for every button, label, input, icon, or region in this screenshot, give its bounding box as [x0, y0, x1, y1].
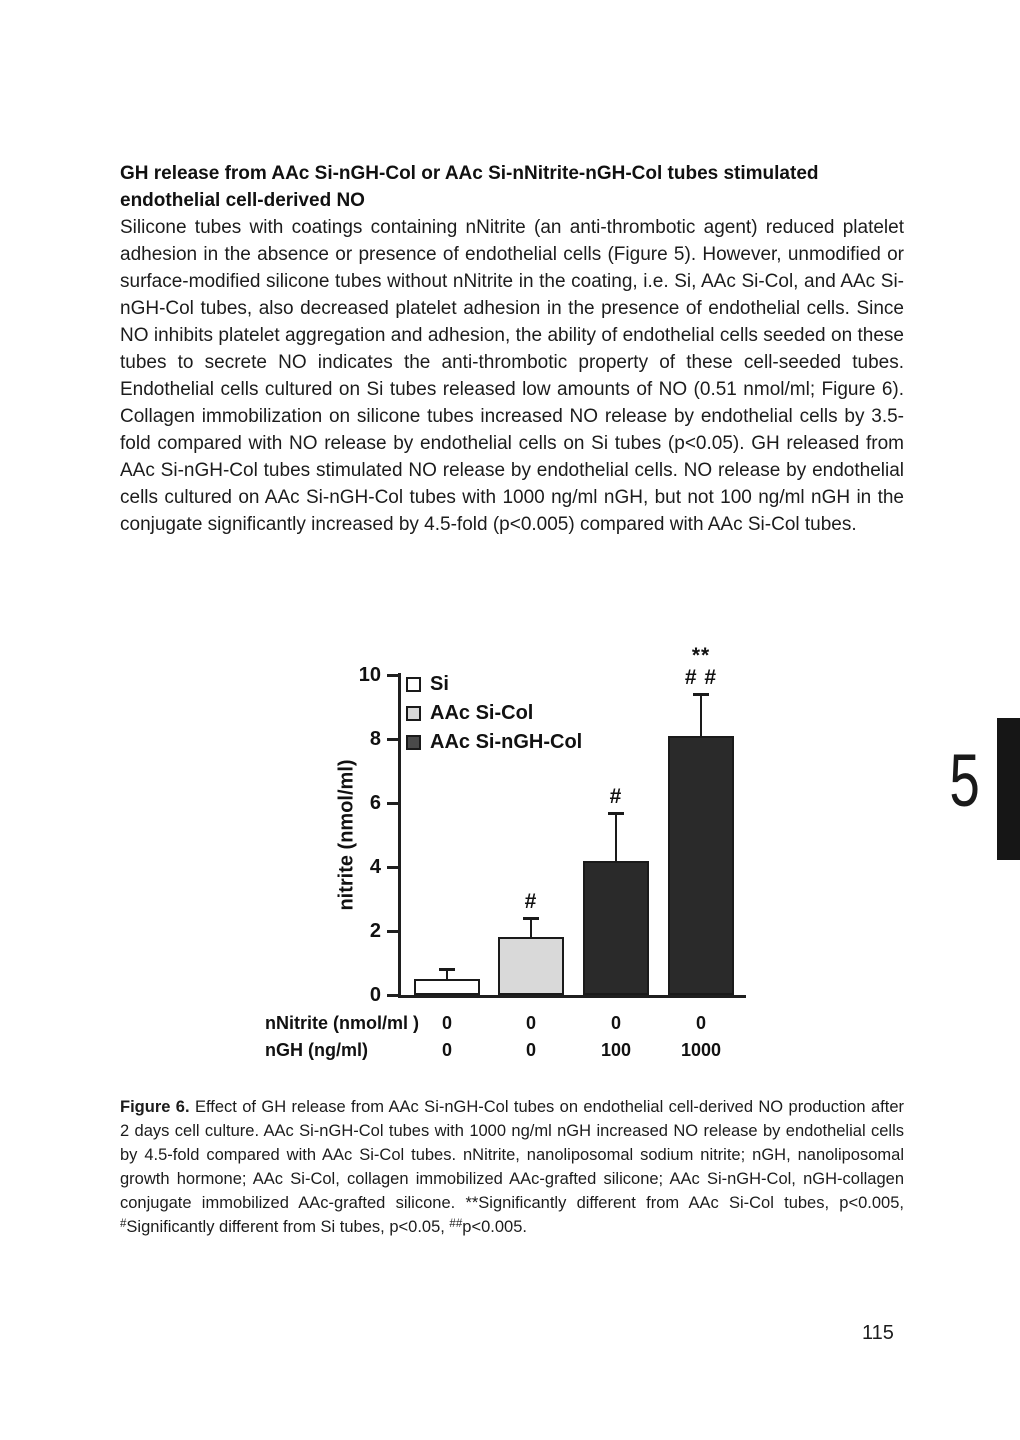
error-bar	[530, 918, 532, 937]
caption-text: Significantly different from Si tubes, p<0.05,	[126, 1218, 450, 1236]
y-tick-label: 6	[369, 792, 381, 814]
significance-marker: #	[524, 890, 538, 914]
figure6-caption	[120, 1095, 904, 1241]
bar-annotation	[486, 891, 576, 913]
significance-marker: # #	[684, 666, 718, 690]
text-column	[120, 160, 904, 538]
legend-item	[406, 728, 582, 757]
legend-swatch	[406, 706, 421, 721]
legend-swatch	[406, 735, 421, 750]
x-row-value: 0	[441, 1013, 452, 1033]
error-bar-cap	[693, 693, 709, 696]
y-tick	[387, 866, 398, 869]
legend-label: AAc Si-nGH-Col	[430, 731, 583, 753]
legend-swatch	[406, 677, 421, 692]
x-row-value: 0	[441, 1040, 452, 1060]
y-tick	[387, 738, 398, 741]
caption-text: p<0.005.	[462, 1218, 527, 1236]
legend-item	[406, 699, 533, 728]
error-bar-cap	[523, 917, 539, 920]
body-paragraph: Silicone tubes with coatings containing nNitrite (an anti-thrombotic agent) reduced platelet adhesion in the absence or presence of endothelial cells (Figure 5). However, unmodified or surface-modified silicone tubes without nNitrite in the coating, i.e. Si, AAc Si-Col, and AAc Si-nGH-Col tubes, also decreased platelet adhesion in the presence of endothelial cells. Since NO inhibits platelet aggregation and adhesion, the ability of endothelial cells seeded on these tubes to secrete NO indicates the anti-thrombotic property of these cell-seeded tubes. Endothelial cells cultured on Si tubes released low amounts of NO (0.51 nmol/ml; Figure 6). Collagen immobilization on silicone tubes increased NO release by endothelial cells by 3.5-fold compared with NO release by endothelial cells on Si tubes (p<0.05). GH released from AAc Si-nGH-Col tubes stimulated NO release by endothelial cells. NO release by endothelial cells cultured on AAc Si-nGH-Col tubes with 1000 ng/ml nGH, but not 100 ng/ml nGH in the conjugate significantly increased by 4.5-fold (p<0.005) compared with AAc Si-Col tubes.	[120, 217, 904, 535]
y-tick-label: 0	[369, 984, 381, 1006]
y-tick-label: 10	[358, 664, 381, 686]
x-row-label: nGH (ng/ml)	[265, 1040, 368, 1060]
bar	[668, 736, 734, 995]
error-bar	[615, 813, 617, 861]
y-tick	[387, 674, 398, 677]
significance-marker: **	[691, 644, 711, 668]
caption-text: Effect of GH release from AAc Si-nGH-Col tubes on endothelial cell-derived NO production after 2 days cell culture. AAc Si-nGH-Col tubes with 1000 ng/ml nGH increased NO release by endothelial cells by 4.5-fold compared with AAc Si-Col tubes. nNitrite, nanoliposomal sodium nitrite; nGH, nanoliposomal growth hormone; AAc Si-Col, collagen immobilized AAc-grafted silicone; AAc Si-nGH-Col, nGH-collagen conjugate immobilized AAc-grafted silicone. **Significantly different from AAc Si-Col tubes, p<0.005,	[120, 1098, 904, 1212]
y-axis-title: nitrite (nmol/ml)	[335, 759, 358, 911]
bar-annotation	[571, 786, 661, 808]
x-row-value: 0	[695, 1013, 706, 1033]
section-heading: GH release from AAc Si-nGH-Col or AAc Si-nNitrite-nGH-Col tubes stimulated endothelial cell-derived NO	[120, 163, 819, 211]
x-row-value: 0	[525, 1040, 536, 1060]
x-row-value: 1000	[680, 1040, 722, 1060]
figure6-bar-chart	[260, 630, 800, 1090]
legend-label: AAc Si-Col	[430, 702, 534, 724]
y-tick-label: 8	[369, 728, 381, 750]
legend-label: Si	[430, 673, 449, 695]
x-row-value: 100	[600, 1040, 632, 1060]
bar-annotation	[656, 645, 746, 689]
y-tick-label: 4	[369, 856, 381, 878]
y-tick-label: 2	[369, 920, 381, 942]
y-tick	[387, 994, 398, 997]
error-bar-cap	[608, 812, 624, 815]
error-bar-cap	[439, 968, 455, 971]
error-bar	[700, 694, 702, 736]
x-row-value: 0	[525, 1013, 536, 1033]
caption-superscript: #	[120, 1217, 127, 1230]
bar	[583, 861, 649, 995]
x-axis	[398, 995, 746, 998]
caption-figure-label: Figure 6.	[120, 1098, 190, 1116]
caption-superscript: ##	[449, 1217, 463, 1230]
chapter-number: 5	[949, 739, 980, 822]
significance-marker: #	[609, 784, 623, 808]
chapter-tab-bar	[997, 718, 1020, 860]
y-tick	[387, 802, 398, 805]
page-number: 115	[862, 1322, 894, 1344]
y-tick	[387, 930, 398, 933]
x-row-value: 0	[610, 1013, 621, 1033]
x-row-label: nNitrite (nmol/ml )	[265, 1013, 419, 1033]
bar	[498, 937, 564, 995]
bar	[414, 979, 480, 995]
y-axis	[398, 673, 401, 998]
legend-item	[406, 670, 449, 699]
